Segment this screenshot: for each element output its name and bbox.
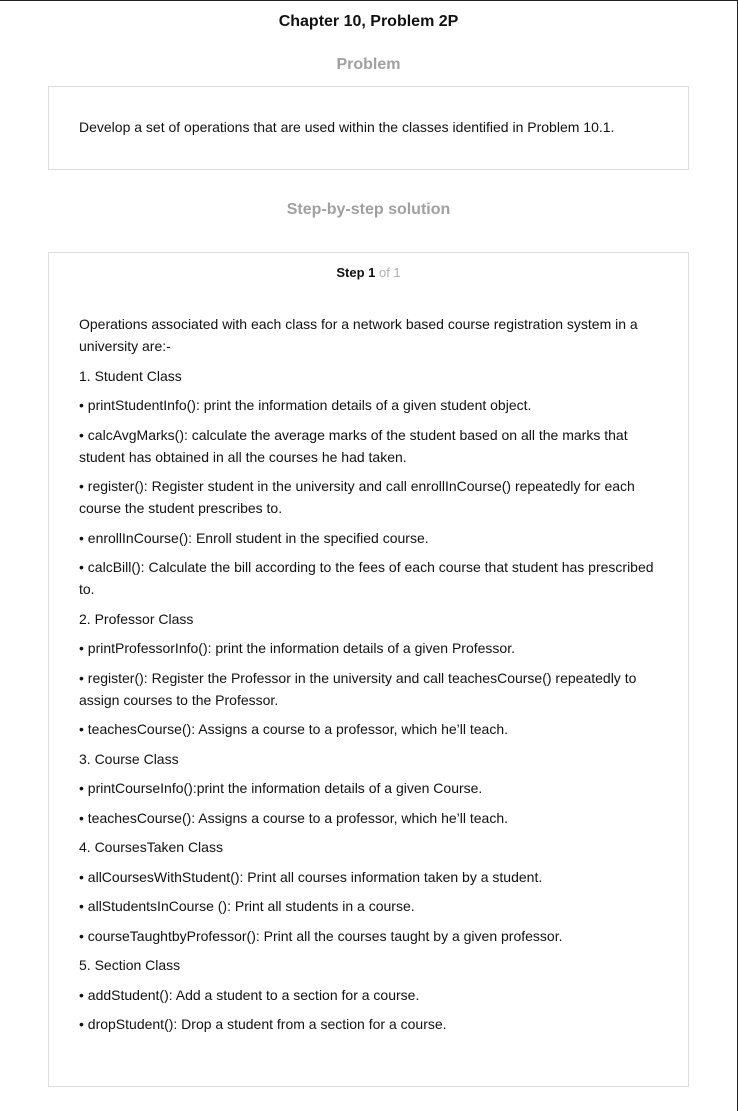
operation-item: • dropStudent(): Drop a student from a section for a course. xyxy=(79,1016,447,1032)
class-heading: 5. Section Class xyxy=(79,957,181,973)
operation-item: • printStudentInfo(): print the information details of a given student object. xyxy=(79,397,532,413)
operation-item: • register(): Register the Professor in the university and call teachesCourse() repeatedly to assign courses to the Professor. xyxy=(79,669,637,708)
operation-item: • register(): Register student in the university and call enrollInCourse() repeatedly for each course the student prescribes to. xyxy=(79,478,635,516)
step-total: of 1 xyxy=(375,265,401,280)
solution-box xyxy=(48,252,689,1087)
operation-item: • calcBill(): Calculate the bill according to the fees of each course that student has prescribed to. xyxy=(79,559,654,597)
operation-item: • calcAvgMarks(): calculate the average marks of the student based on all the marks that student has obtained in all the courses he had taken. xyxy=(79,426,628,465)
step-body xyxy=(79,313,659,1043)
operation-item: • allCoursesWithStudent(): Print all courses information taken by a student. xyxy=(79,868,543,885)
step-number: Step 1 xyxy=(336,265,376,280)
problem-box xyxy=(48,86,689,170)
operation-item: • teachesCourse(): Assigns a course to a professor, which he’ll teach. xyxy=(79,721,509,737)
problem-heading: Problem xyxy=(336,56,401,73)
class-heading: 4. CoursesTaken Class xyxy=(79,839,223,855)
step-indicator xyxy=(49,265,688,280)
operation-item: • printCourseInfo():print the information details of a given Course. xyxy=(79,780,483,796)
class-heading: 2. Professor Class xyxy=(79,610,194,627)
operation-item: • teachesCourse(): Assigns a course to a professor, which he’ll teach. xyxy=(79,809,509,826)
page-title: Chapter 10, Problem 2P xyxy=(278,13,459,30)
intro-paragraph: Operations associated with each class for a network based course registration system in a university are:- xyxy=(79,316,638,354)
operation-item: • addStudent(): Add a student to a section for a course. xyxy=(79,986,420,1003)
class-heading: 1. Student Class xyxy=(79,367,182,384)
class-heading: 3. Course Class xyxy=(79,750,179,767)
operation-item: • enrollInCourse(): Enroll student in the specified course. xyxy=(79,529,429,546)
solution-heading: Step-by-step solution xyxy=(286,201,451,218)
problem-text: Develop a set of operations that are used within the classes identified in Problem 10.1. xyxy=(79,119,615,135)
operation-item: • courseTaughtbyProfessor(): Print all the courses taught by a given professor. xyxy=(79,927,563,944)
operation-item: • printProfessorInfo(): print the information details of a given Professor. xyxy=(79,640,515,656)
operation-item: • allStudentsInCourse (): Print all students in a course. xyxy=(79,898,415,914)
